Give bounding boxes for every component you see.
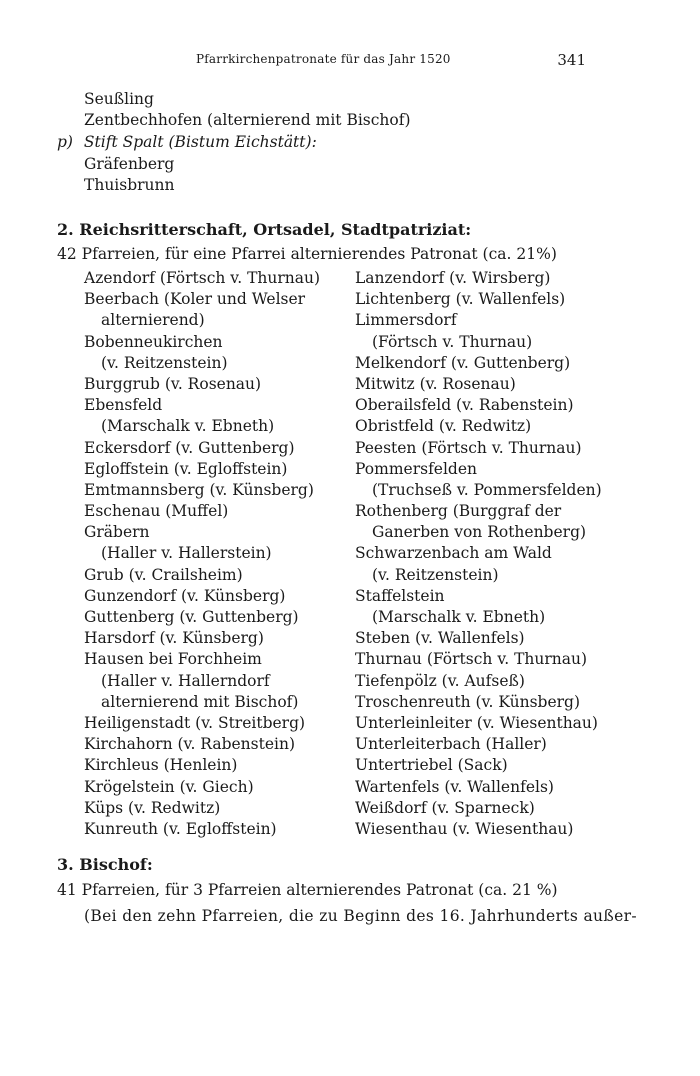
section-3-continuation: (Bei den zehn Pfarreien, die zu Beginn des 16. Jahrhunderts außer- bbox=[84, 907, 637, 925]
patron-list-item: Mitwitz (v. Rosenau) bbox=[355, 374, 516, 393]
patron-list-item: Staffelstein bbox=[355, 586, 445, 605]
patron-list-item: Obristfeld (v. Redwitz) bbox=[355, 417, 532, 436]
patron-list-item: Ganerben von Rothenberg) bbox=[372, 523, 587, 542]
patron-list-item: Kirchleus (Henlein) bbox=[84, 756, 238, 775]
patron-list-item: Lichtenberg (v. Wallenfels) bbox=[355, 290, 566, 309]
patron-list-item: Steben (v. Wallenfels) bbox=[355, 629, 525, 648]
patron-list-item: Eckersdorf (v. Guttenberg) bbox=[84, 438, 295, 457]
patron-list-item: (Förtsch v. Thurnau) bbox=[372, 332, 533, 351]
patron-list-item: Emtmannsberg (v. Künsberg) bbox=[84, 480, 314, 499]
patron-list-item: Weißdorf (v. Sparneck) bbox=[355, 798, 535, 817]
patron-list-item: (Marschalk v. Ebneth) bbox=[101, 417, 275, 436]
section-p-title: Stift Spalt (Bistum Eichstätt): bbox=[83, 133, 317, 151]
patron-list-item: Guttenberg (v. Guttenberg) bbox=[84, 608, 299, 626]
patron-list-item: Kunreuth (v. Egloffstein) bbox=[84, 819, 277, 838]
list-item: Zentbechhofen (alternierend mit Bischof) bbox=[84, 111, 411, 129]
patron-list-item: Azendorf (Förtsch v. Thurnau) bbox=[84, 269, 321, 287]
patron-list-item: Ebensfeld bbox=[84, 396, 163, 415]
patron-list-item: Rothenberg (Burggraf der bbox=[355, 502, 562, 521]
patron-list-item: (v. Reitzenstein) bbox=[372, 565, 499, 584]
left-column bbox=[84, 268, 344, 840]
patron-list-item: Bobenneukirchen bbox=[84, 332, 223, 351]
patron-list-item: Heiligenstadt (v. Streitberg) bbox=[84, 713, 306, 732]
patron-list-item: Peesten (Förtsch v. Thurnau) bbox=[355, 438, 582, 457]
patron-list-item: Wartenfels (v. Wallenfels) bbox=[355, 777, 554, 796]
patron-list-item: Egloffstein (v. Egloffstein) bbox=[84, 459, 288, 478]
list-item: Gräfenberg bbox=[84, 155, 175, 173]
patron-list-item: Lanzendorf (v. Wirsberg) bbox=[355, 269, 551, 287]
patron-list-item: Pommersfelden bbox=[355, 459, 478, 478]
patron-list-item: Limmersdorf bbox=[355, 311, 457, 330]
patron-list-item: (v. Reitzenstein) bbox=[101, 353, 228, 372]
section-p-heading bbox=[57, 132, 317, 153]
running-title: Pfarrkirchenpatronate für das Jahr 1520 bbox=[196, 52, 451, 66]
patron-list-item: (Truchseß v. Pommersfelden) bbox=[372, 480, 602, 499]
patron-list-item: Unterleiterbach (Haller) bbox=[355, 735, 547, 754]
patron-list-item: Burggrub (v. Rosenau) bbox=[84, 374, 262, 393]
patron-list-item: Troschenreuth (v. Künsberg) bbox=[355, 692, 581, 711]
patron-list-item: Eschenau (Muffel) bbox=[84, 502, 229, 521]
patron-list-item: Harsdorf (v. Künsberg) bbox=[84, 629, 264, 648]
patron-list-item: alternierend mit Bischof) bbox=[101, 692, 299, 711]
patron-list-item: Oberailsfeld (v. Rabenstein) bbox=[355, 396, 574, 415]
patron-list-item: Hausen bei Forchheim bbox=[84, 650, 262, 669]
patron-list-item: Gräbern bbox=[84, 523, 150, 542]
section-2-heading: 2. Reichsritterschaft, Ortsadel, Stadtpatriziat: bbox=[57, 220, 472, 239]
right-column bbox=[355, 268, 655, 840]
patron-list-item: Küps (v. Redwitz) bbox=[84, 798, 221, 817]
list-item: Thuisbrunn bbox=[84, 176, 175, 194]
patron-list-item: (Haller v. Hallerstein) bbox=[101, 544, 272, 563]
patron-list-item: Grub (v. Crailsheim) bbox=[84, 565, 243, 584]
patron-list-item: Melkendorf (v. Guttenberg) bbox=[355, 353, 571, 372]
patron-list-item: Untertriebel (Sack) bbox=[355, 756, 508, 775]
patron-list-item: Krögelstein (v. Giech) bbox=[84, 777, 254, 796]
patron-list-item: Kirchahorn (v. Rabenstein) bbox=[84, 735, 295, 754]
patron-list-item: Unterleinleiter (v. Wiesenthau) bbox=[355, 713, 598, 732]
section-2-count-line: 42 Pfarreien, für eine Pfarrei alternierendes Patronat (ca. 21%) bbox=[57, 245, 557, 263]
running-head bbox=[0, 52, 700, 72]
patron-list-item: alternierend) bbox=[101, 311, 205, 330]
patron-list-item: Gunzendorf (v. Künsberg) bbox=[84, 586, 286, 605]
patron-list-item: Schwarzenbach am Wald bbox=[355, 544, 552, 563]
patron-list-item: Beerbach (Koler und Welser bbox=[84, 290, 306, 309]
page-number: 341 bbox=[557, 51, 586, 69]
patron-list-item: Wiesenthau (v. Wiesenthau) bbox=[355, 819, 574, 838]
patron-list-item: (Marschalk v. Ebneth) bbox=[372, 608, 546, 626]
section-3-heading: 3. Bischof: bbox=[57, 855, 153, 874]
list-item: Seußling bbox=[84, 90, 154, 108]
section-3-count-line: 41 Pfarreien, für 3 Pfarreien alternierendes Patronat (ca. 21 %) bbox=[57, 881, 558, 899]
patron-list-item: Thurnau (Förtsch v. Thurnau) bbox=[355, 650, 588, 669]
patron-list-item: Tiefenpölz (v. Aufseß) bbox=[355, 671, 525, 690]
patron-list-item: (Haller v. Hallerndorf bbox=[101, 671, 270, 690]
section-p-marker: p) bbox=[57, 133, 73, 151]
